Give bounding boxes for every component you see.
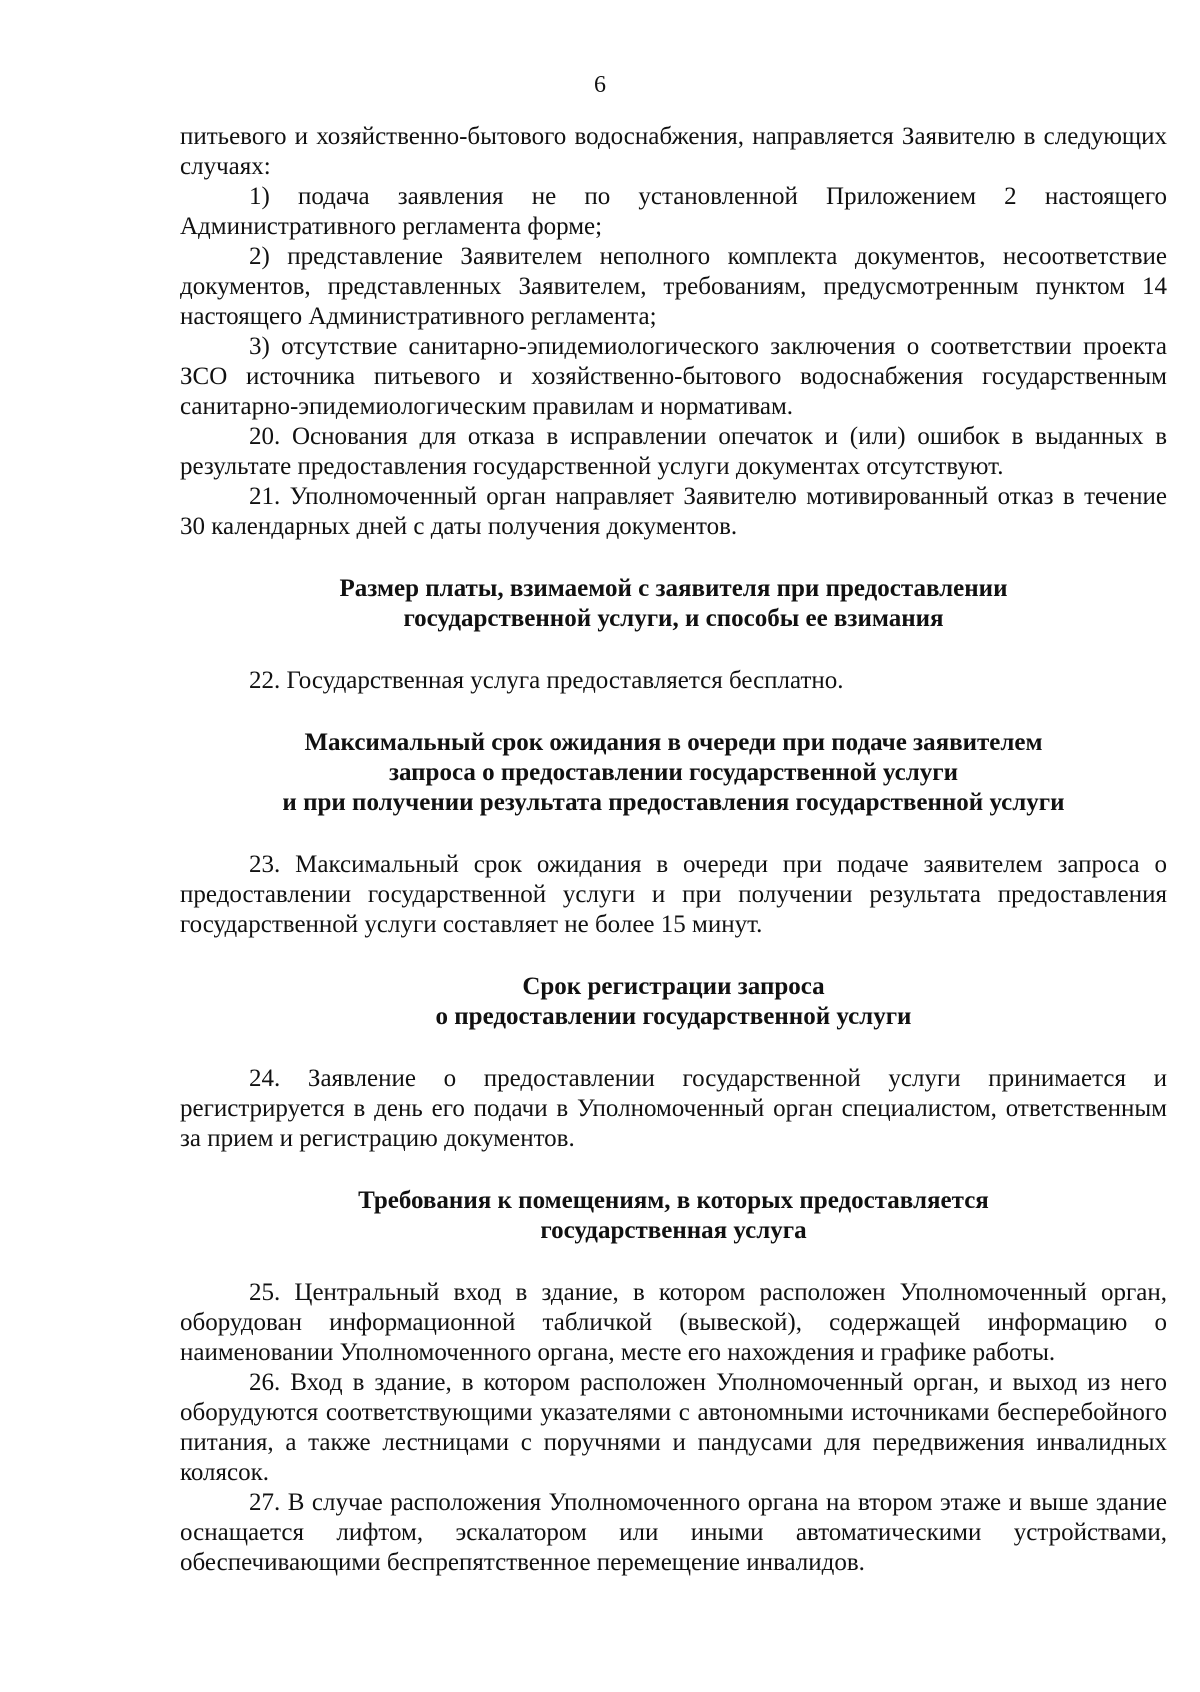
section-heading-premises: Требования к помещениям, в которых предоставляется государственная услуга: [358, 1187, 989, 1244]
paragraph-20: 20. Основания для отказа в исправлении опечаток и (или) ошибок в выданных в результате предоставления государственной услуги документах отсутствуют.: [180, 423, 1167, 480]
paragraph-27: 27. В случае расположения Уполномоченного органа на втором этаже и выше здание оснащается лифтом, эскалатором или иными автоматическими устройствами, обеспечивающими беспрепятственное перемещение инвалидов.: [180, 1489, 1167, 1576]
paragraph-21: 21. Уполномоченный орган направляет Заявителю мотивированный отказ в течение 30 календарных дней с даты получения документов.: [180, 483, 1167, 540]
paragraph-continuation: питьевого и хозяйственно-бытового водоснабжения, направляется Заявителю в следующих случаях:: [180, 123, 1167, 180]
paragraph-24: 24. Заявление о предоставлении государственной услуги принимается и регистрируется в день его подачи в Уполномоченный орган специалистом, ответственным за прием и регистрацию документов.: [180, 1065, 1167, 1152]
list-item-2: 2) представление Заявителем неполного комплекта документов, несоответствие документов, представленных Заявителем, требованиям, предусмотренным пунктом 14 настоящего Административного регламента;: [180, 243, 1167, 330]
list-item-1: 1) подача заявления не по установленной Приложением 2 настоящего Административного регламента форме;: [180, 183, 1167, 240]
section-heading-registration: Срок регистрации запроса о предоставлении государственной услуги: [435, 973, 912, 1030]
section-heading-fee: Размер платы, взимаемой с заявителя при предоставлении государственной услуги, и способы ее взимания: [339, 575, 1008, 632]
section-heading-queue-time: Максимальный срок ожидания в очереди при подаче заявителем запроса о предоставлении государственной услуги и при получении результата предоставления государственной услуги: [282, 729, 1065, 816]
paragraph-26: 26. Вход в здание, в котором расположен Уполномоченный орган, и выход из него оборудуются соответствующими указателями с автономными источниками бесперебойного питания, а также лестницами с поручнями и пандусами для передвижения инвалидных колясок.: [180, 1369, 1167, 1486]
list-item-3: 3) отсутствие санитарно-эпидемиологического заключения о соответствии проекта ЗСО источника питьевого и хозяйственно-бытового водоснабжения государственным санитарно-эпидемиологическим правилам и нормативам.: [180, 333, 1167, 420]
paragraph-23: 23. Максимальный срок ожидания в очереди при подаче заявителем запроса о предоставлении государственной услуги и при получении результата предоставления государственной услуги составляет не более 15 минут.: [180, 851, 1167, 938]
document-body: [180, 122, 1167, 1578]
paragraph-22: 22. Государственная услуга предоставляется бесплатно.: [249, 667, 844, 694]
paragraph-25: 25. Центральный вход в здание, в котором расположен Уполномоченный орган, оборудован информационной табличкой (вывеской), содержащей информацию о наименовании Уполномоченного органа, месте его нахождения и графике работы.: [180, 1279, 1167, 1366]
page-number: 6: [594, 72, 606, 98]
